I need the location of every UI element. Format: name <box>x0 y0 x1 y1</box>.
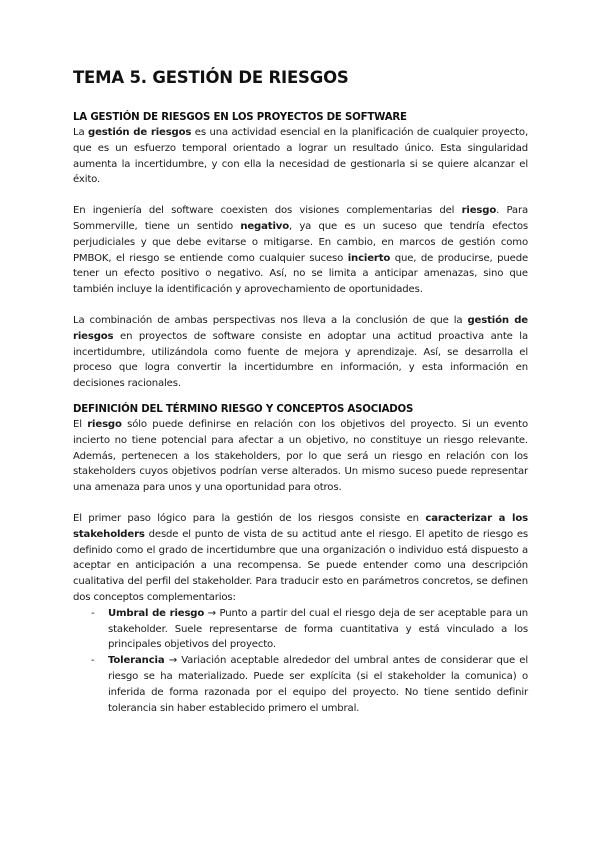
definition-list <box>73 606 528 717</box>
arrow-icon: → <box>204 607 220 619</box>
bold-term: Umbral de riesgo <box>108 607 205 619</box>
bold-term: gestión de riesgos <box>73 314 528 342</box>
text-run: El <box>73 418 88 430</box>
paragraph <box>73 417 528 496</box>
text-run: Variación aceptable alrededor del umbral antes de considerar que el riesgo se ha materializado. Puede ser explícita (si el stakeholder la comunica) o inferida de forma razonada por el equipo del proyecto. No tiene sentido definir tolerancia sin haber establecido primero el umbral. <box>108 655 528 714</box>
bold-term: Tolerancia <box>108 655 165 667</box>
paragraph <box>73 511 528 606</box>
section-heading-gestion: LA GESTIÓN DE RIESGOS EN LOS PROYECTOS DE SOFTWARE <box>73 112 407 123</box>
page-title: TEMA 5. GESTIÓN DE RIESGOS <box>73 68 349 87</box>
text-run: sólo puede definirse en relación con los objetivos del proyecto. Si un evento incierto no tiene potencial para afectar a un objetivo, no constituye un riesgo relevante. Además, pertenecen a los stakeholders, por lo que será un riesgo en relación con los stakeholders cuyos objetivos podrían verse alterados. Un mismo suceso puede representar una amenaza para unos y una oportunidad para otros. <box>73 418 528 494</box>
text-run: , ya que es un suceso que tendría efectos perjudiciales y que debe evitarse o mitigarse. En cambio, en marcos de gestión como PMBOK, el riesgo se entiende como cualquier suceso <box>73 220 528 264</box>
text-run: En ingeniería del software coexisten dos visiones complementarias del <box>73 205 462 217</box>
paragraph <box>73 125 528 188</box>
document-content <box>73 68 528 716</box>
bold-term: incierto <box>347 252 391 264</box>
list-dash: - <box>91 607 95 619</box>
bold-term: caracterizar a los stakeholders <box>73 512 529 540</box>
text-run: que, de producirse, puede tener un efecto positivo o negativo. Así, no se limita a anticipar amenazas, sino que también incluye la identificación y aprovechamiento de oportunidades. <box>73 252 529 296</box>
text-run: Punto a partir del cual el riesgo deja de ser aceptable para un stakeholder. Suele representarse de forma cuantitativa y está vinculado a los principales objetivos del proyecto. <box>108 607 528 651</box>
list-dash: - <box>91 655 95 667</box>
text-run: es una actividad esencial en la planificación de cualquier proyecto, que es un esfuerzo temporal orientado a lograr un resultado único. Esta singularidad aumenta la incertidumbre, y con ella la necesidad de gestionarla si se quiere alcanzar el éxito. <box>73 127 529 186</box>
paragraph <box>73 313 528 392</box>
bold-term: riesgo <box>461 205 497 217</box>
text-run: en proyectos de software consiste en adoptar una actitud proactiva ante la incertidumbre, utilizándola como fuente de mejora y aprendizaje. Así, se desarrolla el proceso que logra convertir la incertidumbre en información, y esta información en decisiones racionales. <box>73 330 528 390</box>
text-run: La combinación de ambas perspectivas nos lleva a la conclusión de que la <box>73 314 468 326</box>
section-heading-definicion: DEFINICIÓN DEL TÉRMINO RIESGO Y CONCEPTOS ASOCIADOS <box>73 403 414 415</box>
text-run: La <box>73 127 89 138</box>
list-item <box>73 606 528 653</box>
text-run: desde el punto de vista de su actitud ante el riesgo. El apetito de riesgo es definido como el grado de incertidumbre que una organización o individuo está dispuesto a aceptar en anticipación a una recompensa. Se puede entender como una descripción cualitativa del perfil del stakeholder. Para traducir esto en parámetros concretos, se definen dos conceptos complementarios: <box>73 528 528 603</box>
arrow-icon: → <box>164 655 182 667</box>
bold-term: gestión de riesgos <box>88 127 192 138</box>
bold-term: negativo <box>240 220 289 232</box>
text-run: El primer paso lógico para la gestión de los riesgos consiste en <box>73 512 426 524</box>
list-item <box>73 653 528 716</box>
text-run: . Para Sommerville, tiene un sentido <box>73 205 528 232</box>
bold-term: riesgo <box>87 418 122 430</box>
paragraph <box>73 203 528 298</box>
